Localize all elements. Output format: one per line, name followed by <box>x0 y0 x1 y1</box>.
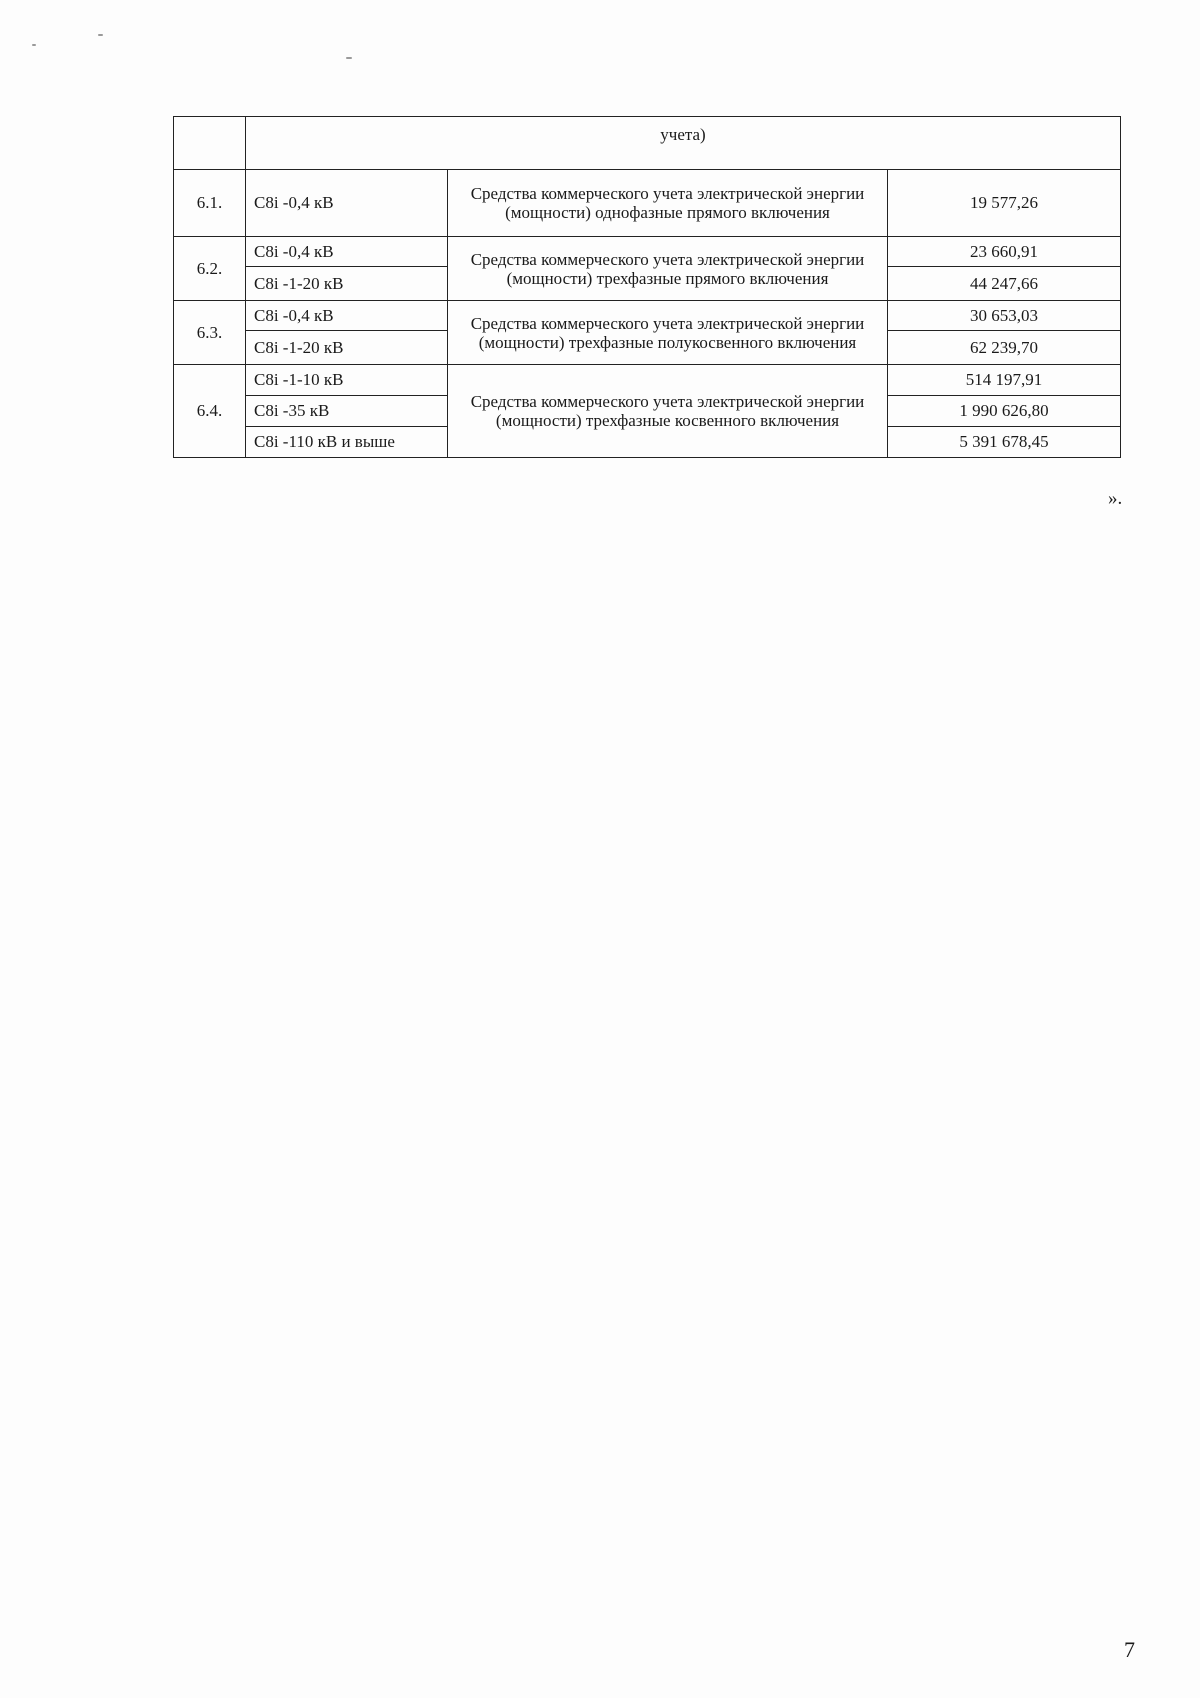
closing-quote: ». <box>1108 488 1123 509</box>
table-row <box>174 170 1121 237</box>
meter-code: С8i -0,4 кВ <box>246 170 448 237</box>
meter-code: С8i -35 кВ <box>246 396 448 427</box>
meter-code: С8i -110 кВ и выше <box>246 427 448 458</box>
meter-code: С8i -0,4 кВ <box>246 237 448 267</box>
meter-description: Средства коммерческого учета электрической энергии (мощности) однофазные прямого включения <box>448 170 888 237</box>
meter-code: С8i -1-20 кВ <box>246 267 448 301</box>
row-number: 6.1. <box>174 170 246 237</box>
meter-description: Средства коммерческого учета электрической энергии (мощности) трехфазные прямого включения <box>448 237 888 301</box>
price-value: 19 577,26 <box>888 170 1121 237</box>
tariff-table <box>173 116 1121 458</box>
table-row <box>174 365 1121 396</box>
header-tail-text: учета) <box>246 117 1121 170</box>
row-number: 6.4. <box>174 365 246 458</box>
price-value: 514 197,91 <box>888 365 1121 396</box>
table-row <box>174 301 1121 331</box>
scan-speck <box>32 44 36 46</box>
meter-description: Средства коммерческого учета электрической энергии (мощности) трехфазные полукосвенного включения <box>448 301 888 365</box>
scan-speck <box>98 34 103 36</box>
table-header-row <box>174 117 1121 170</box>
meter-code: С8i -0,4 кВ <box>246 301 448 331</box>
price-value: 62 239,70 <box>888 331 1121 365</box>
price-value: 5 391 678,45 <box>888 427 1121 458</box>
price-value: 1 990 626,80 <box>888 396 1121 427</box>
meter-code: С8i -1-20 кВ <box>246 331 448 365</box>
price-value: 30 653,03 <box>888 301 1121 331</box>
price-value: 23 660,91 <box>888 237 1121 267</box>
page-number: 7 <box>1124 1637 1135 1662</box>
row-number: 6.3. <box>174 301 246 365</box>
row-number: 6.2. <box>174 237 246 301</box>
header-empty-cell <box>174 117 246 170</box>
meter-description: Средства коммерческого учета электрической энергии (мощности) трехфазные косвенного включения <box>448 365 888 458</box>
price-value: 44 247,66 <box>888 267 1121 301</box>
meter-code: С8i -1-10 кВ <box>246 365 448 396</box>
table-row <box>174 237 1121 267</box>
scan-speck <box>346 57 352 59</box>
